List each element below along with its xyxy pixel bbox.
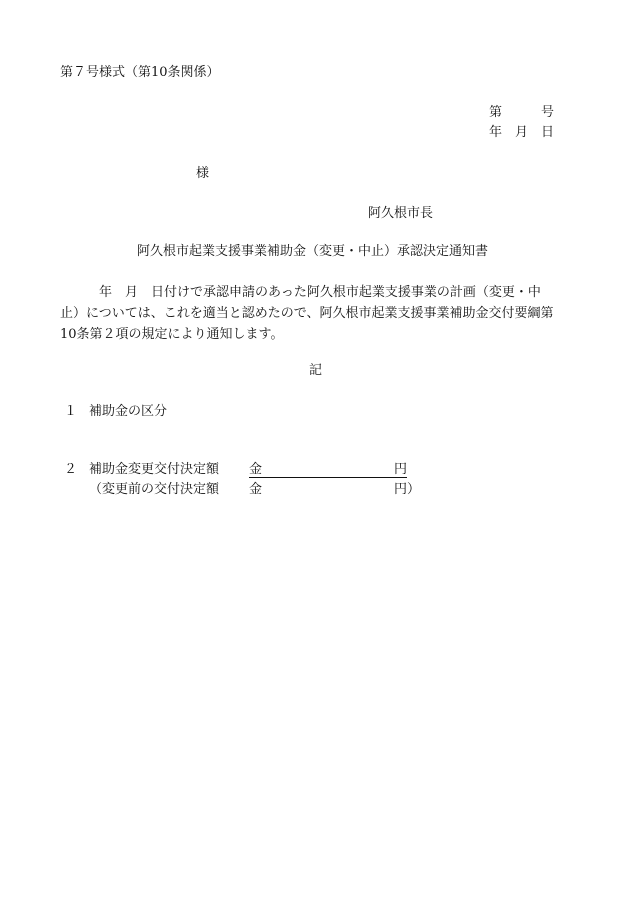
item-2-label: 補助金変更交付決定額 xyxy=(89,462,220,477)
date-day: 日 xyxy=(541,125,555,140)
item-1-label: 補助金の区分 xyxy=(89,404,168,419)
date-month: 月 xyxy=(515,125,529,140)
recipient-suffix: 様 xyxy=(196,166,210,181)
item-2-number: ２ xyxy=(64,462,78,477)
body-line: 年 月 日付けで承認申請のあった阿久根市起業支援事業の計画（変更・中 xyxy=(60,285,541,300)
amount-kin: 金 xyxy=(249,462,263,477)
date-year: 年 xyxy=(489,125,503,140)
document-number-suffix: 号 xyxy=(541,105,555,120)
issuer: 阿久根市長 xyxy=(368,206,434,221)
body-paragraph xyxy=(60,282,574,345)
body-line: 10条第２項の規定により通知します。 xyxy=(60,327,284,342)
previous-amount-label: （変更前の交付決定額 xyxy=(89,482,220,497)
body-line: 止）については、これを適当と認めたので、阿久根市起業支援事業補助金交付要綱第 xyxy=(60,306,554,321)
amount-en: 円 xyxy=(394,462,408,477)
amount-underline xyxy=(249,461,407,478)
document-title: 阿久根市起業支援事業補助金（変更・中止）承認決定通知書 xyxy=(137,244,489,259)
ki-heading: 記 xyxy=(309,363,323,378)
form-label: 第７号様式（第10条関係） xyxy=(60,65,220,80)
item-1-number: １ xyxy=(64,404,78,419)
document-number-prefix: 第 xyxy=(489,105,503,120)
previous-amount-en: 円） xyxy=(394,482,421,497)
previous-amount-kin: 金 xyxy=(249,482,263,497)
